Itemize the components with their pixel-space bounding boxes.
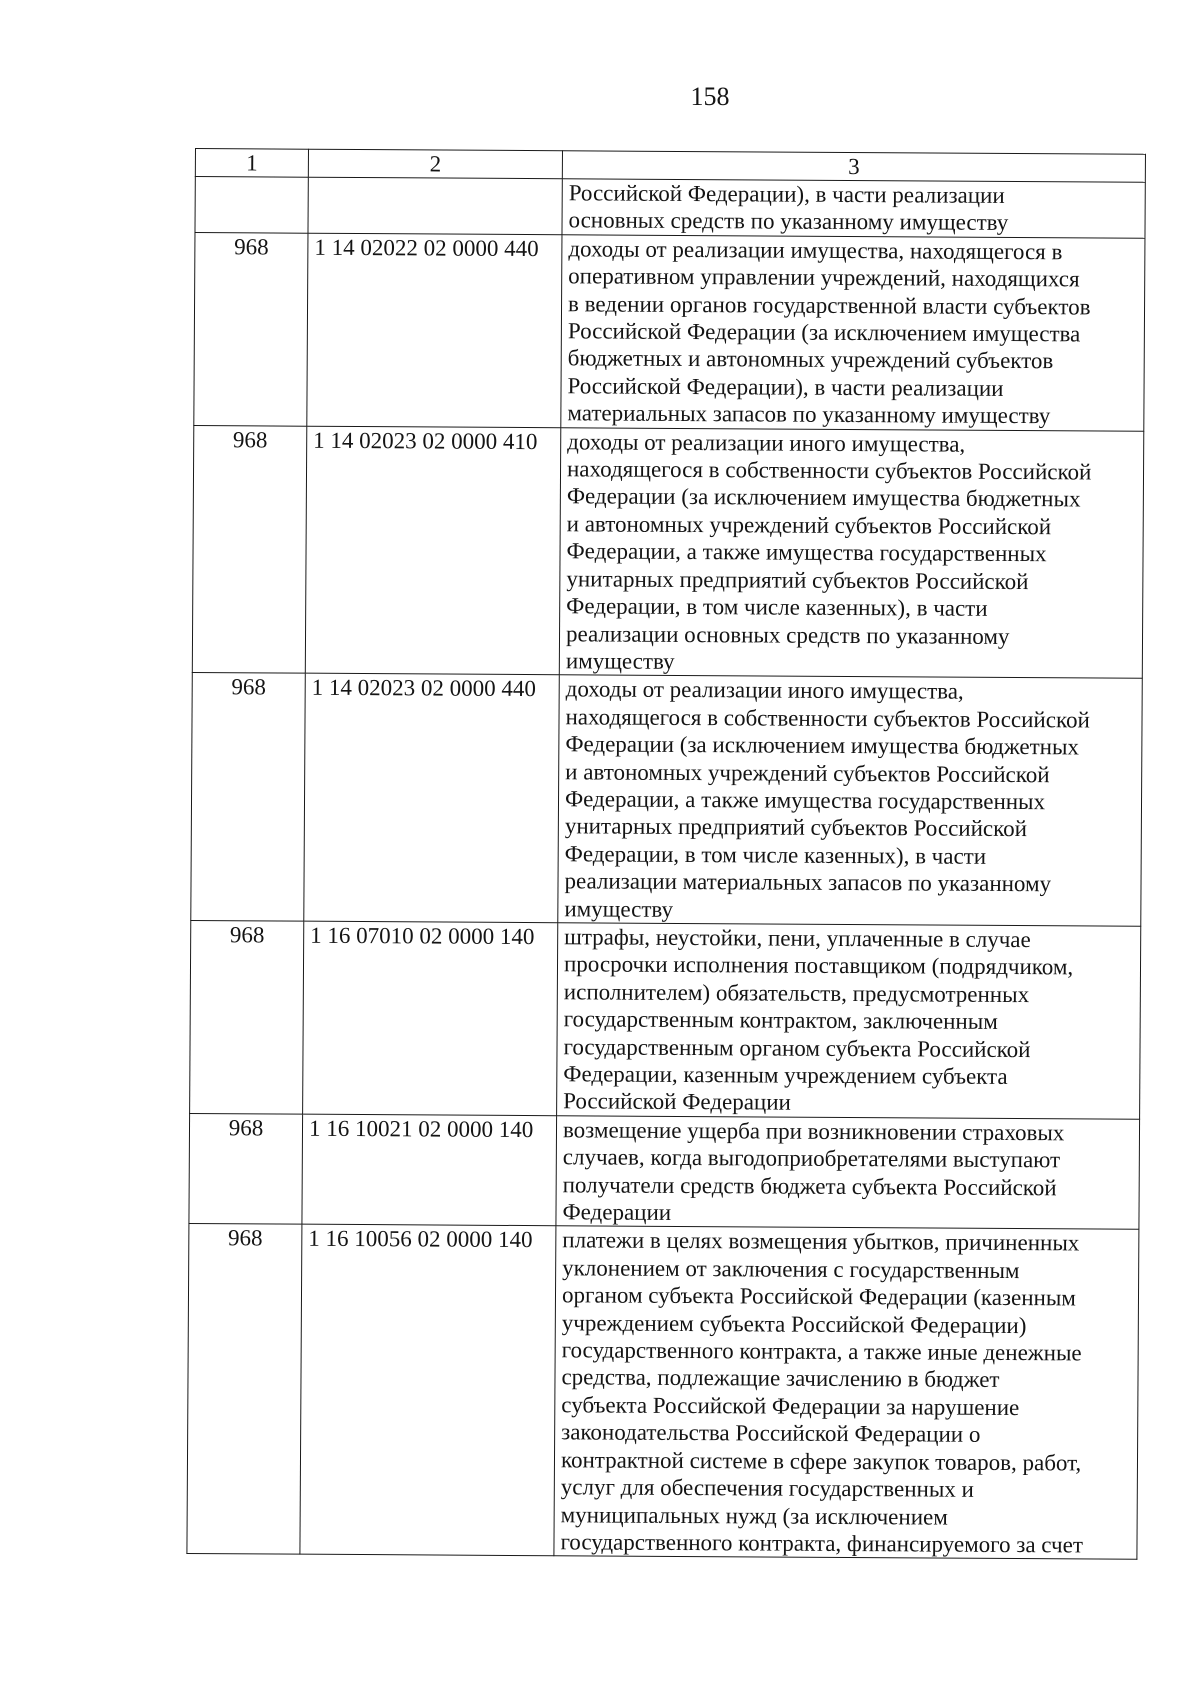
description-line: Российской Федерации [563,1088,791,1116]
description-line: контрактной системе в сфере закупок товаров, работ, [560,1446,1082,1476]
budget-classification-code-cell: 1 16 10021 02 0000 140 [302,1114,557,1226]
page-number: 158 [690,82,730,111]
description-line: доходы от реализации имущества, находящегося в [568,236,1063,265]
table-row [194,232,1145,431]
description-line: в ведении органов государственной власти субъектов [567,290,1091,320]
description-line: законодательства Российской Федерации о [561,1419,981,1448]
description-line: услуг для обеспечения государственных и [560,1474,974,1502]
revenue-description-cell [558,675,1143,926]
admin-code-cell: 968 [191,673,306,921]
description-line: Российской Федерации), в части реализации [567,373,1004,401]
description-line: возмещение ущерба при возникновении страховых [562,1117,1065,1146]
description-line: государственного контракта, финансируемого за счет [560,1529,1083,1558]
description-line: субъекта Российской Федерации за нарушение [561,1392,1020,1420]
table-row [190,920,1141,1119]
description-line: Федерации (за исключением имущества бюджетных [566,483,1081,512]
description-line: унитарных предприятий субъектов Российской [566,565,1029,594]
description-line: доходы от реализации иного имущества, [565,676,964,705]
description-line: оперативном управлении учреждений, находящихся [568,263,1080,292]
revenue-description-cell [562,179,1145,238]
revenue-description-cell [557,923,1141,1119]
description-line: государственного контракта, а также иные денежные [561,1337,1082,1366]
revenue-description-cell [554,1226,1139,1559]
description-line: и автономных учреждений субъектов Российской [565,758,1050,787]
description-line: уклонением от заключения с государственным [562,1255,1020,1283]
header-col-2: 2 [308,149,562,179]
description-line: Российской Федерации), в части реализации [568,180,1005,208]
description-line: реализации основных средств по указанному [565,620,1010,649]
budget-classification-code-cell: 1 14 02023 02 0000 440 [304,673,560,922]
description-line: реализации материальных запасов по указанному [564,868,1052,897]
revenue-codes-table [186,148,1146,1560]
description-line: Федерации, казенным учреждением субъекта [563,1061,1008,1089]
description-line: бюджетных и автономных учреждений субъектов [567,345,1054,374]
revenue-description-cell [559,427,1144,678]
description-line: государственным органом субъекта Российской [563,1033,1031,1062]
description-line: государственным контрактом, заключенным [563,1006,998,1035]
admin-code-cell: 968 [190,920,304,1114]
description-line: получатели средств бюджета субъекта Российской [562,1171,1057,1200]
budget-classification-code-cell: 1 14 02022 02 0000 440 [307,233,562,427]
table-row [191,673,1142,926]
budget-classification-code-cell: 1 16 10056 02 0000 140 [300,1225,556,1556]
budget-classification-code-cell: 1 16 07010 02 0000 140 [303,921,558,1115]
description-line: случаев, когда выгодоприобретателями выступают [562,1144,1061,1173]
admin-code-cell [195,177,308,234]
revenue-description-cell [556,1116,1140,1230]
table-row [192,425,1143,678]
description-line: Федерации [562,1199,672,1225]
description-line: имуществу [564,895,674,922]
description-line: Федерации, в том числе казенных), в части [566,593,988,621]
admin-code-cell: 968 [187,1224,302,1555]
description-line: органом субъекта Российской Федерации (казенным [561,1282,1076,1311]
description-line: находящегося в собственности субъектов Российской [566,456,1092,485]
description-line: средства, подлежащие зачислению в бюджет [561,1364,1000,1393]
revenue-description-cell [561,235,1145,431]
table-row [195,177,1145,239]
description-line: просрочки исполнения поставщиком (подрядчиком, [563,951,1074,980]
description-line: исполнителем) обязательств, предусмотренных [563,979,1030,1007]
budget-classification-code-cell [308,177,562,234]
description-line: Федерации, а также имущества государственных [564,786,1046,815]
budget-classification-code-cell: 1 14 02023 02 0000 410 [305,426,561,675]
description-line: штрафы, неустойки, пени, уплаченные в случае [564,924,1031,953]
admin-code-cell: 968 [194,232,308,426]
document-sheet [186,148,1145,1560]
table-row [189,1113,1140,1229]
description-line: Федерации, а также имущества государственных [566,538,1047,567]
description-line: основных средств по указанному имуществу [568,207,1009,236]
description-line: Федерации, в том числе казенных), в части [564,841,987,869]
header-col-3: 3 [562,151,1145,183]
description-line: доходы от реализации иного имущества, [567,428,966,457]
description-line: унитарных предприятий субъектов Российской [564,813,1028,842]
description-line: Российской Федерации (за исключением имущества [567,318,1081,347]
description-line: учреждением субъекта Российской Федерации) [561,1309,1027,1338]
description-line: Федерации (за исключением имущества бюджетных [565,731,1080,760]
description-line: имуществу [565,648,675,674]
admin-code-cell: 968 [192,425,307,673]
description-line: и автономных учреждений субъектов Российской [566,511,1052,540]
admin-code-cell: 968 [189,1113,303,1224]
table-row [187,1224,1139,1560]
header-col-1: 1 [195,149,308,178]
description-line: платежи в целях возмещения убытков, причиненных [562,1227,1080,1256]
description-line: находящегося в собственности субъектов Российской [565,703,1090,733]
description-line: муниципальных нужд (за исключением [560,1501,948,1530]
description-line: материальных запасов по указанному имуществу [567,400,1051,429]
